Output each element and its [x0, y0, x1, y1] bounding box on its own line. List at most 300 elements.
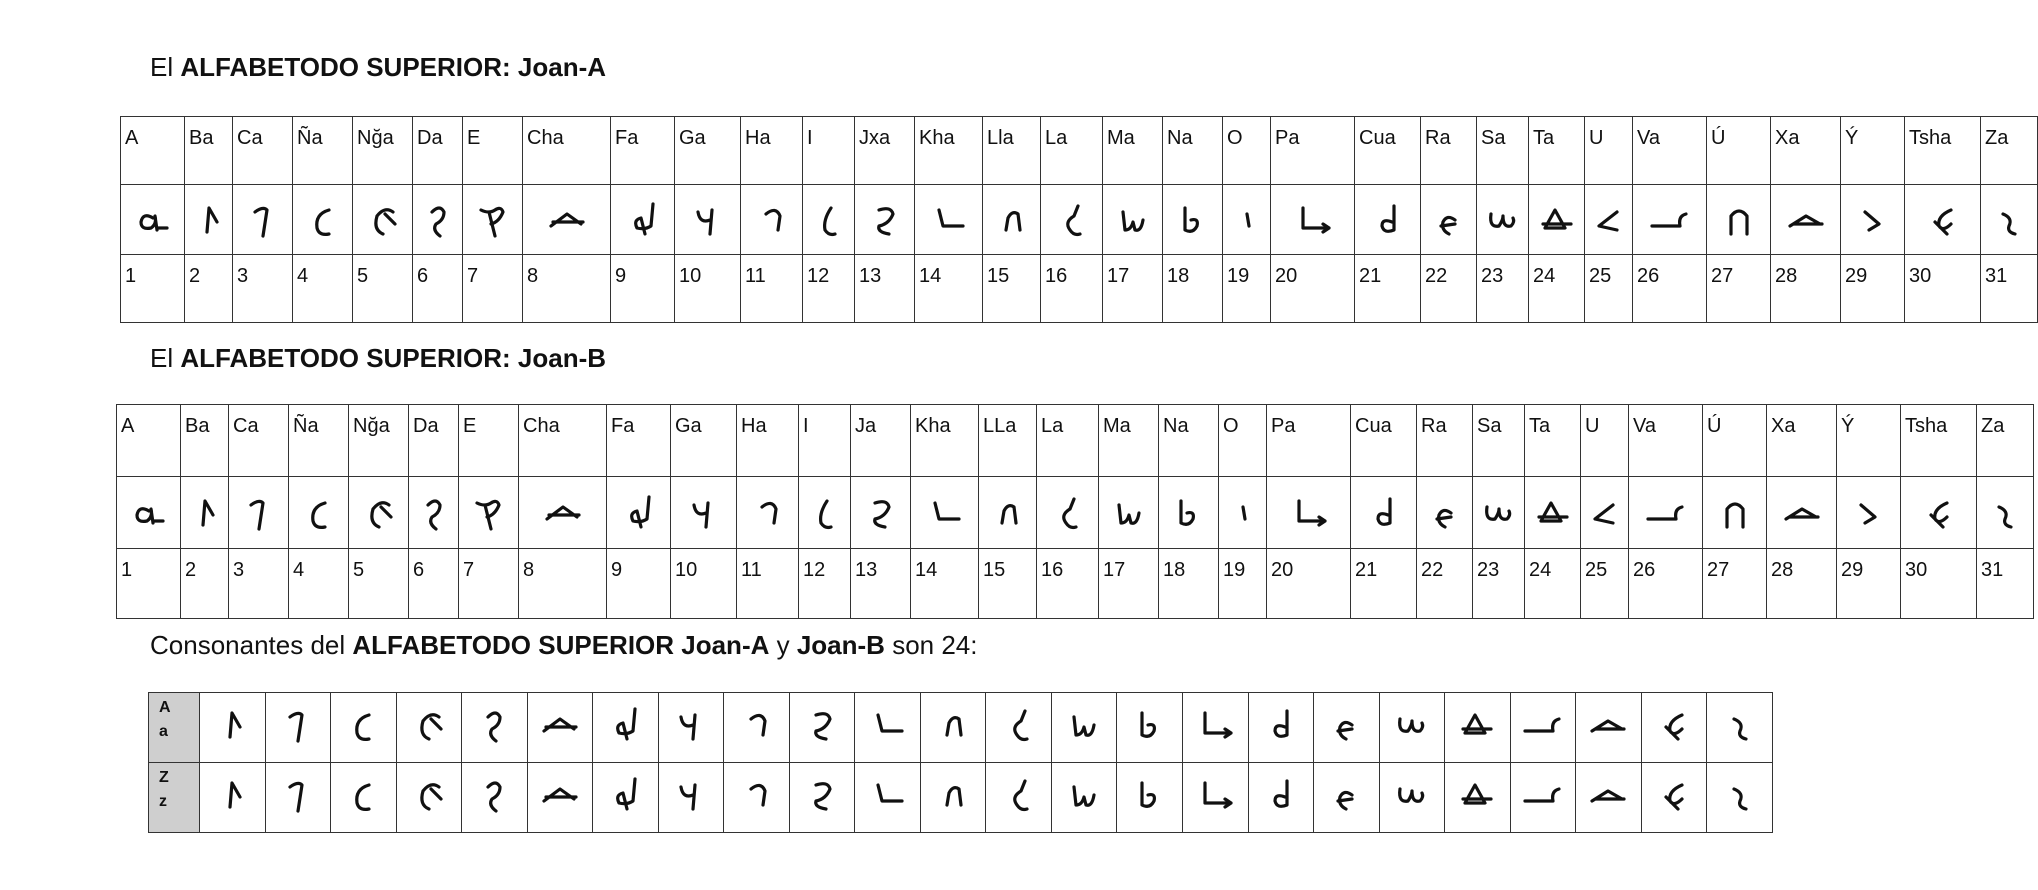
letter-number: 29	[1841, 255, 1905, 323]
letter-label: A	[121, 117, 185, 185]
kha-glyph-icon	[929, 200, 969, 240]
letter-number: 22	[1421, 255, 1477, 323]
consonant-glyph	[789, 763, 855, 833]
za-glyph-icon	[1989, 200, 2029, 240]
letter-label: LLa	[979, 405, 1037, 477]
consonant-glyph	[1314, 693, 1380, 763]
letter-label: Ta	[1529, 117, 1585, 185]
letter-label: Pa	[1267, 405, 1351, 477]
za-glyph-icon	[1720, 775, 1760, 815]
letter-number: 11	[737, 549, 799, 619]
letter-label: Ta	[1525, 405, 1581, 477]
letter-label: Fa	[611, 117, 675, 185]
ja-glyph-icon	[861, 493, 901, 533]
glyph-row	[117, 477, 2034, 549]
letter-glyph	[1355, 185, 1421, 255]
consonant-glyph	[724, 693, 790, 763]
letter-number: 30	[1905, 255, 1981, 323]
tsha-glyph-icon	[1654, 705, 1694, 745]
letter-label: Tsha	[1905, 117, 1981, 185]
letter-glyph	[1159, 477, 1219, 549]
letter-number: 15	[983, 255, 1041, 323]
consonant-glyph	[1576, 693, 1642, 763]
fa-glyph-icon	[605, 775, 645, 815]
letter-glyph	[1219, 477, 1267, 549]
fa-glyph-icon	[605, 705, 645, 745]
letter-number: 12	[803, 255, 855, 323]
ha-glyph-icon	[737, 705, 777, 745]
fa-glyph-icon	[623, 200, 663, 240]
letter-number: 13	[855, 255, 915, 323]
label-row	[117, 405, 2034, 477]
consonant-glyph	[265, 693, 331, 763]
ma-glyph-icon	[1064, 705, 1104, 745]
title-joan-b: El ALFABETODO SUPERIOR: Joan-B	[150, 343, 607, 373]
letter-label: Cua	[1355, 117, 1421, 185]
o-glyph-icon	[1223, 493, 1263, 533]
ba-glyph-icon	[212, 705, 252, 745]
letter-glyph	[1837, 477, 1901, 549]
consonant-glyph	[1182, 763, 1248, 833]
ma-glyph-icon	[1113, 200, 1153, 240]
consonant-glyph	[1182, 693, 1248, 763]
ba-glyph-icon	[189, 200, 229, 240]
consonant-row-b	[149, 763, 1773, 833]
y-acute-glyph-icon	[1853, 200, 1893, 240]
letter-glyph	[1477, 185, 1529, 255]
letter-label: Kha	[911, 405, 979, 477]
letter-label: La	[1037, 405, 1099, 477]
ta-glyph-icon	[1533, 493, 1573, 533]
letter-glyph	[1529, 185, 1585, 255]
letter-number: 21	[1351, 549, 1417, 619]
ga-glyph-icon	[671, 705, 711, 745]
letter-glyph	[1629, 477, 1703, 549]
letter-label: E	[459, 405, 519, 477]
letter-label: Va	[1633, 117, 1707, 185]
e-glyph-icon	[469, 493, 509, 533]
letter-number: 4	[289, 549, 349, 619]
letter-number: 16	[1037, 549, 1099, 619]
letter-glyph	[1525, 477, 1581, 549]
letter-number: 27	[1703, 549, 1767, 619]
letter-number: 1	[121, 255, 185, 323]
letter-glyph	[459, 477, 519, 549]
letter-number: 19	[1223, 255, 1271, 323]
u-glyph-icon	[1589, 200, 1629, 240]
ca-glyph-icon	[278, 705, 318, 745]
jxa-glyph-icon	[865, 200, 905, 240]
consonant-glyph	[1117, 693, 1183, 763]
consonant-glyph	[527, 763, 593, 833]
lla-glyph-icon	[992, 200, 1032, 240]
kha-glyph-icon	[868, 775, 908, 815]
letter-glyph	[233, 185, 293, 255]
consonant-glyph	[1576, 763, 1642, 833]
letter-glyph	[181, 477, 229, 549]
letter-glyph	[1267, 477, 1351, 549]
consonants-table	[148, 692, 1773, 833]
vowel-marker-upper: Z	[159, 769, 169, 786]
va-glyph-icon	[1523, 775, 1563, 815]
consonant-glyph	[331, 693, 397, 763]
vowel-marker-cell	[149, 693, 200, 763]
letter-number: 20	[1267, 549, 1351, 619]
letter-number: 3	[229, 549, 289, 619]
letter-glyph	[1977, 477, 2034, 549]
letter-glyph	[915, 185, 983, 255]
xa-glyph-icon	[1782, 493, 1822, 533]
letter-glyph	[737, 477, 799, 549]
letter-label: Jxa	[855, 117, 915, 185]
nga-glyph-icon	[409, 775, 449, 815]
letter-glyph	[1905, 185, 1981, 255]
consonant-glyph	[920, 763, 986, 833]
letter-glyph	[1767, 477, 1837, 549]
cua-glyph-icon	[1261, 705, 1301, 745]
lla-glyph-icon	[933, 705, 973, 745]
letter-label: Cua	[1351, 405, 1417, 477]
la-glyph-icon	[1052, 200, 1092, 240]
consonant-glyph	[658, 763, 724, 833]
letter-label: Ý	[1841, 117, 1905, 185]
ma-glyph-icon	[1109, 493, 1149, 533]
ba-glyph-icon	[185, 493, 225, 533]
letter-number: 26	[1633, 255, 1707, 323]
letter-label: Ga	[671, 405, 737, 477]
za-glyph-icon	[1985, 493, 2025, 533]
letter-label: Nğa	[353, 117, 413, 185]
letter-label: Za	[1981, 117, 2038, 185]
consonant-glyph	[1379, 763, 1445, 833]
consonant-glyph	[396, 693, 462, 763]
ca-glyph-icon	[278, 775, 318, 815]
letter-number: 2	[185, 255, 233, 323]
va-glyph-icon	[1523, 705, 1563, 745]
letter-label: Ma	[1103, 117, 1163, 185]
letter-number: 16	[1041, 255, 1103, 323]
za-glyph-icon	[1720, 705, 1760, 745]
letter-number: 9	[611, 255, 675, 323]
vowel-marker-cell	[149, 763, 200, 833]
letter-label: Ma	[1099, 405, 1159, 477]
consonant-glyph	[1707, 693, 1773, 763]
alphabet-table-joan-a	[120, 116, 2038, 323]
ha-glyph-icon	[748, 493, 788, 533]
letter-glyph	[1417, 477, 1473, 549]
nya-glyph-icon	[303, 200, 343, 240]
letter-glyph	[1707, 185, 1771, 255]
letter-number: 10	[671, 549, 737, 619]
letter-number: 29	[1837, 549, 1901, 619]
vowel-marker-lower: z	[159, 793, 167, 810]
letter-glyph	[121, 185, 185, 255]
jxa-glyph-icon	[802, 705, 842, 745]
sa-glyph-icon	[1479, 493, 1519, 533]
nga-glyph-icon	[409, 705, 449, 745]
letter-number: 23	[1473, 549, 1525, 619]
letter-number: 30	[1901, 549, 1977, 619]
letter-glyph	[1581, 477, 1629, 549]
letter-glyph	[413, 185, 463, 255]
cua-glyph-icon	[1364, 493, 1404, 533]
title-consonants: Consonantes del ALFABETODO SUPERIOR Joan-A y Joan-B son 24:	[150, 630, 978, 660]
letter-glyph	[519, 477, 607, 549]
letter-glyph	[1901, 477, 1977, 549]
consonant-glyph	[200, 693, 266, 763]
letter-label: Cha	[523, 117, 611, 185]
letter-glyph	[1841, 185, 1905, 255]
number-row	[117, 549, 2034, 619]
o-glyph-icon	[1227, 200, 1267, 240]
letter-glyph	[1223, 185, 1271, 255]
tsha-glyph-icon	[1923, 200, 1963, 240]
letter-glyph	[607, 477, 671, 549]
letter-label: Fa	[607, 405, 671, 477]
glyph-row	[121, 185, 2038, 255]
ra-glyph-icon	[1326, 705, 1366, 745]
consonant-glyph	[1248, 693, 1314, 763]
letter-number: 20	[1271, 255, 1355, 323]
letter-label: Pa	[1271, 117, 1355, 185]
letter-label: Nğa	[349, 405, 409, 477]
letter-number: 2	[181, 549, 229, 619]
letter-label: Za	[1977, 405, 2034, 477]
consonant-glyph	[1051, 763, 1117, 833]
letter-number: 25	[1581, 549, 1629, 619]
na-glyph-icon	[1130, 705, 1170, 745]
y-acute-glyph-icon	[1849, 493, 1889, 533]
letter-glyph	[523, 185, 611, 255]
a-glyph-icon	[133, 200, 173, 240]
va-glyph-icon	[1650, 200, 1690, 240]
letter-number: 5	[353, 255, 413, 323]
vowel-marker-upper: A	[159, 699, 171, 716]
ga-glyph-icon	[688, 200, 728, 240]
ca-glyph-icon	[243, 200, 283, 240]
letter-label: Ra	[1421, 117, 1477, 185]
consonant-row-a	[149, 693, 1773, 763]
ra-glyph-icon	[1429, 200, 1469, 240]
letter-number: 14	[915, 255, 983, 323]
lla-glyph-icon	[933, 775, 973, 815]
letter-glyph	[803, 185, 855, 255]
letter-glyph	[349, 477, 409, 549]
letter-label: Sa	[1477, 117, 1529, 185]
xa-glyph-icon	[1588, 705, 1628, 745]
consonant-glyph	[658, 693, 724, 763]
letter-number: 17	[1103, 255, 1163, 323]
tsha-glyph-icon	[1919, 493, 1959, 533]
letter-label: Da	[413, 117, 463, 185]
letter-number: 19	[1219, 549, 1267, 619]
letter-number: 6	[409, 549, 459, 619]
consonant-glyph	[1051, 693, 1117, 763]
letter-label: E	[463, 117, 523, 185]
letter-label: Ca	[233, 117, 293, 185]
consonant-glyph	[855, 693, 921, 763]
letter-label: Cha	[519, 405, 607, 477]
kha-glyph-icon	[925, 493, 965, 533]
ra-glyph-icon	[1425, 493, 1465, 533]
cha-glyph-icon	[543, 493, 583, 533]
letter-label: A	[117, 405, 181, 477]
lla-glyph-icon	[988, 493, 1028, 533]
letter-glyph	[675, 185, 741, 255]
letter-number: 8	[519, 549, 607, 619]
letter-number: 17	[1099, 549, 1159, 619]
letter-number: 5	[349, 549, 409, 619]
consonant-glyph	[1117, 763, 1183, 833]
letter-glyph	[1633, 185, 1707, 255]
letter-glyph	[1421, 185, 1477, 255]
letter-glyph	[229, 477, 289, 549]
jxa-glyph-icon	[802, 775, 842, 815]
letter-glyph	[1703, 477, 1767, 549]
letter-number: 7	[463, 255, 523, 323]
vowel-marker-lower: a	[159, 723, 168, 740]
letter-glyph	[1163, 185, 1223, 255]
alphabet-table-joan-b	[116, 404, 2034, 619]
pa-glyph-icon	[1293, 200, 1333, 240]
u-acute-glyph-icon	[1715, 493, 1755, 533]
nya-glyph-icon	[299, 493, 339, 533]
letter-number: 24	[1529, 255, 1585, 323]
letter-number: 6	[413, 255, 463, 323]
consonant-glyph	[1641, 693, 1707, 763]
consonant-glyph	[396, 763, 462, 833]
letter-number: 13	[851, 549, 911, 619]
letter-label: Ga	[675, 117, 741, 185]
consonant-glyph	[1379, 693, 1445, 763]
ba-glyph-icon	[212, 775, 252, 815]
letter-label: Ú	[1703, 405, 1767, 477]
u-acute-glyph-icon	[1719, 200, 1759, 240]
letter-number: 28	[1767, 549, 1837, 619]
letter-number: 25	[1585, 255, 1633, 323]
letter-glyph	[409, 477, 459, 549]
nga-glyph-icon	[359, 493, 399, 533]
na-glyph-icon	[1173, 200, 1213, 240]
letter-glyph	[1271, 185, 1355, 255]
u-glyph-icon	[1585, 493, 1625, 533]
letter-number: 7	[459, 549, 519, 619]
letter-number: 15	[979, 549, 1037, 619]
letter-label: Ña	[289, 405, 349, 477]
nya-glyph-icon	[343, 775, 383, 815]
letter-glyph	[741, 185, 803, 255]
letter-glyph	[851, 477, 911, 549]
cha-glyph-icon	[540, 705, 580, 745]
consonant-glyph	[462, 763, 528, 833]
letter-glyph	[1351, 477, 1417, 549]
ha-glyph-icon	[752, 200, 792, 240]
ta-glyph-icon	[1457, 705, 1497, 745]
letter-number: 31	[1981, 255, 2038, 323]
sa-glyph-icon	[1483, 200, 1523, 240]
cha-glyph-icon	[547, 200, 587, 240]
letter-label: I	[799, 405, 851, 477]
letter-number: 3	[233, 255, 293, 323]
title-joan-a: El ALFABETODO SUPERIOR: Joan-A	[150, 52, 607, 82]
va-glyph-icon	[1646, 493, 1686, 533]
ha-glyph-icon	[737, 775, 777, 815]
letter-label: I	[803, 117, 855, 185]
letter-label: Tsha	[1901, 405, 1977, 477]
letter-label: Ja	[851, 405, 911, 477]
number-row	[121, 255, 2038, 323]
letter-glyph	[979, 477, 1037, 549]
letter-number: 8	[523, 255, 611, 323]
letter-number: 14	[911, 549, 979, 619]
a-glyph-icon	[129, 493, 169, 533]
letter-number: 28	[1771, 255, 1841, 323]
letter-label: Ca	[229, 405, 289, 477]
xa-glyph-icon	[1588, 775, 1628, 815]
letter-label: Va	[1629, 405, 1703, 477]
letter-number: 10	[675, 255, 741, 323]
da-glyph-icon	[414, 493, 454, 533]
letter-label: La	[1041, 117, 1103, 185]
consonant-glyph	[1641, 763, 1707, 833]
letter-glyph	[1981, 185, 2038, 255]
consonant-glyph	[1510, 763, 1576, 833]
cha-glyph-icon	[540, 775, 580, 815]
consonant-glyph	[1510, 693, 1576, 763]
letter-number: 24	[1525, 549, 1581, 619]
letter-label: U	[1581, 405, 1629, 477]
consonant-glyph	[1445, 763, 1511, 833]
consonant-glyph	[593, 763, 659, 833]
consonant-glyph	[920, 693, 986, 763]
label-row	[121, 117, 2038, 185]
letter-number: 1	[117, 549, 181, 619]
letter-label: Ba	[185, 117, 233, 185]
letter-glyph	[1771, 185, 1841, 255]
kha-glyph-icon	[868, 705, 908, 745]
da-glyph-icon	[474, 705, 514, 745]
consonant-glyph	[1248, 763, 1314, 833]
letter-label: Na	[1163, 117, 1223, 185]
i-glyph-icon	[809, 200, 849, 240]
sa-glyph-icon	[1392, 705, 1432, 745]
da-glyph-icon	[474, 775, 514, 815]
ga-glyph-icon	[671, 775, 711, 815]
letter-glyph	[1473, 477, 1525, 549]
la-glyph-icon	[1048, 493, 1088, 533]
ca-glyph-icon	[239, 493, 279, 533]
consonant-glyph	[1707, 763, 1773, 833]
letter-glyph	[855, 185, 915, 255]
letter-number: 23	[1477, 255, 1529, 323]
consonant-glyph	[1314, 763, 1380, 833]
consonant-glyph	[200, 763, 266, 833]
letter-label: Xa	[1771, 117, 1841, 185]
letter-label: O	[1223, 117, 1271, 185]
letter-label: Kha	[915, 117, 983, 185]
consonant-glyph	[986, 763, 1052, 833]
consonant-glyph	[1445, 693, 1511, 763]
consonant-glyph	[265, 763, 331, 833]
letter-label: Da	[409, 405, 459, 477]
consonant-glyph	[462, 693, 528, 763]
letter-number: 27	[1707, 255, 1771, 323]
letter-glyph	[1041, 185, 1103, 255]
letter-number: 18	[1163, 255, 1223, 323]
pa-glyph-icon	[1289, 493, 1329, 533]
cua-glyph-icon	[1368, 200, 1408, 240]
letter-glyph	[799, 477, 851, 549]
